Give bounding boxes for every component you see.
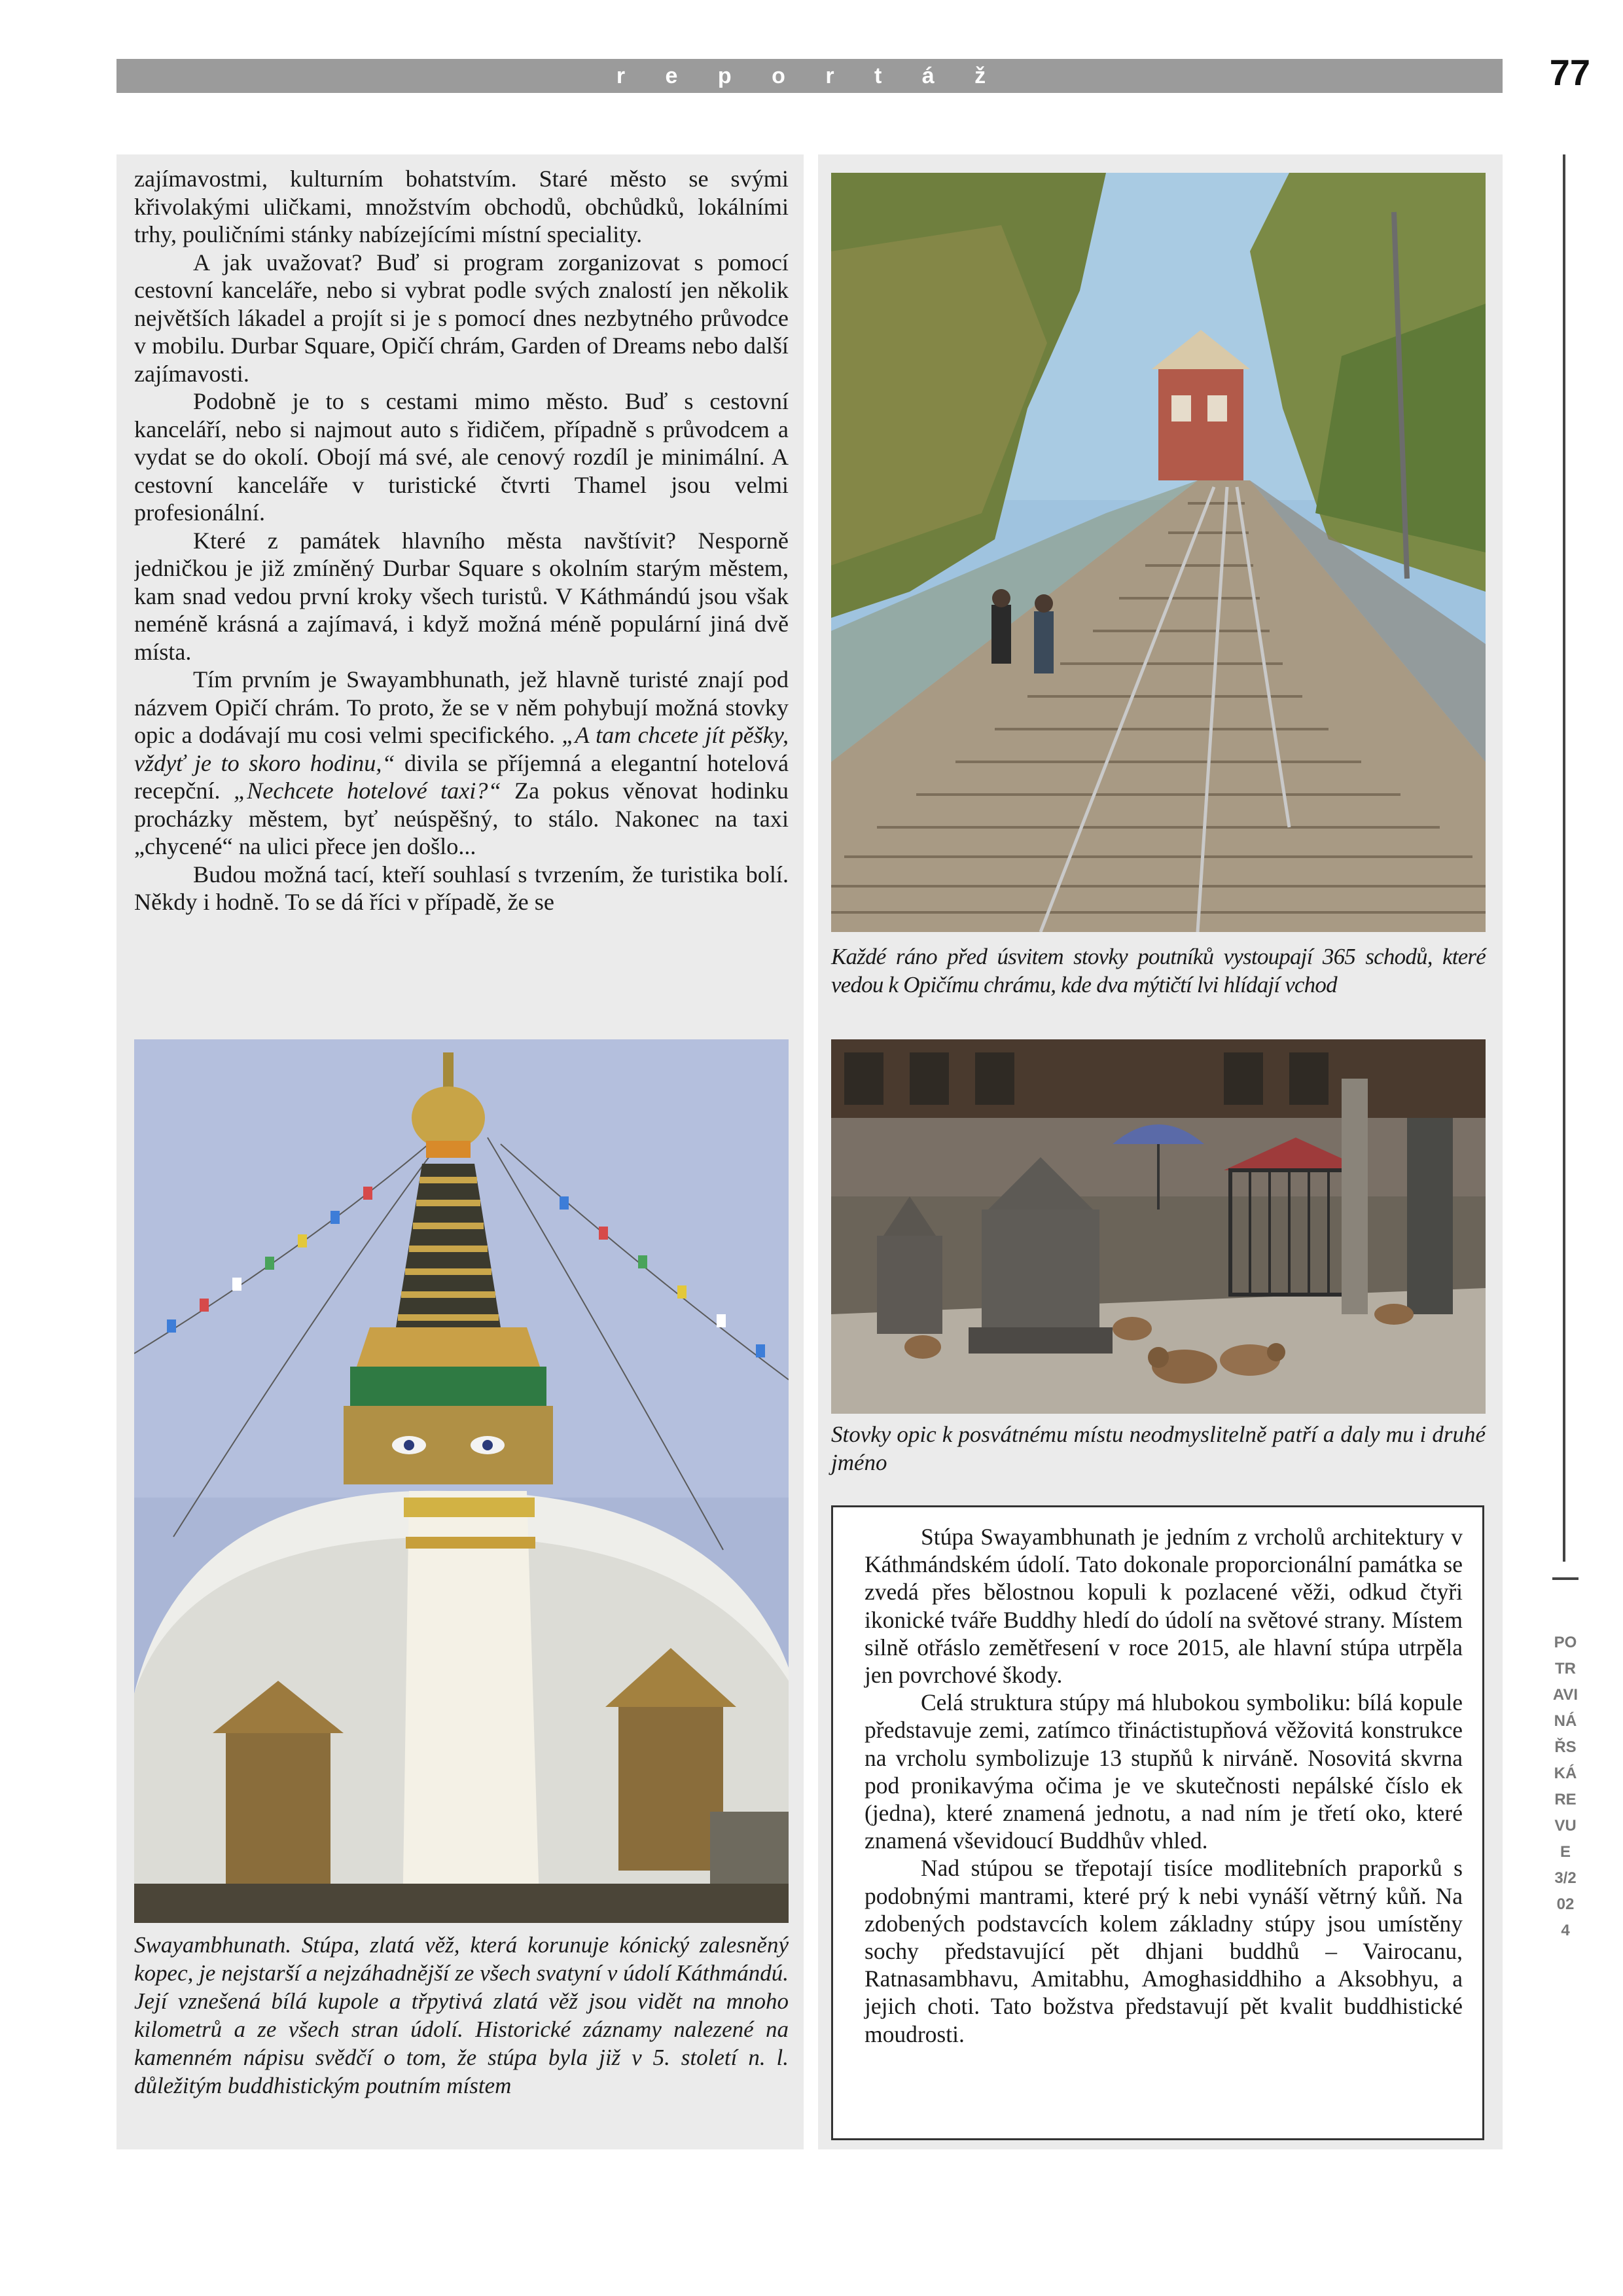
section-header-bar [116, 59, 1503, 93]
quote-taxi: „Nechcete hotelové taxi?“ [234, 778, 501, 804]
info-paragraph: Celá struktura stúpy má hlubokou symboliku: bílá kopule představuje zemi, zatímco třináctistupňová věžovitá konstrukce na vrcholu symbolizuje 13 stupňů k nirváně. Nosovitá skvrna pod pronikavýma očima je ve skutečnosti nepálské číslo ek (jedna), které znamená jednotu, a nad ním je třetí oko, které znamená vševidoucí Buddhův vhled. [865, 1689, 1463, 1854]
article-text: Tím prvním je Swayambhunath, jež hlavně turisté znají pod názvem Opičí chrám. To proto, že se v něm pohybují možná stovky opic a dodávají mu cosi velmi specifického. [134, 666, 789, 748]
stupa-photo [134, 1039, 789, 1923]
side-rule [1563, 154, 1565, 1562]
article-paragraph: A jak uvažovat? Buď si program zorganizovat s pomocí cestovní kanceláře, nebo si vybrat podle svých znalostí jen několik největších lákadel a projít si je s pomocí dnes nezbytného průvodce v mobilu. Durbar Square, Opičí chrám, Garden of Dreams nebo další zajímavosti. [134, 249, 789, 387]
article-paragraph: Budou možná tací, kteří souhlasí s tvrzením, že turistika bolí. Někdy i hodně. To se dá říci v případě, že se [134, 861, 789, 915]
side-rule-tick [1552, 1577, 1578, 1580]
stupa-caption: Swayambhunath. Stúpa, zlatá věž, která korunuje kónický zalesněný kopec, je nejstarší a nejzáhadnější ze všech svatyní v údolí Káthmándú. Její vznešená bílá kupole a třpytivá zlatá věž jsou vidět na mnoho kilometrů a ze všech stran údolí. Historické záznamy nalezené na kamenném nápisu svědčí o tom, že stúpa byla již v 5. století n. l. důležitým buddhistickým poutním místem [134, 1932, 789, 2098]
info-paragraph: Nad stúpou se třepotají tisíce modlitebních praporků s podobnými mantrami, které prý k nebi vynáší větrný kůň. Na zdobených podstavcích kolem základny stúpy jsou umístěny sochy představující pět dhjani buddhů – Vairocanu, Ratnasambhavu, Amitabhu, Amoghasiddhiho a Aksobhyu, a jejich choti. Tato božstva představují pět kvalit buddhistické moudrosti. [865, 1855, 1463, 2047]
info-paragraph: Stúpa Swayambhunath je jedním z vrcholů architektury v Káthmándském údolí. Tato dokonale proporcionální památka se zvedá přes bělostnou kopuli k pozlacené věži, odkud čtyři ikonické tváře Buddhy hledí do údolí na světové strany. Místem silně otřáslo zemětřesení v roce 2015, ale hlavní stúpa utrpěla jen povrchové škody. [865, 1524, 1463, 1689]
stairs-photo [831, 173, 1486, 932]
quote-receptionist: „A tam chcete jít pěšky, vždyť je to skoro hodinu,“ [134, 722, 789, 776]
monkeys-photo [831, 1039, 1486, 1414]
article-text: Za pokus věnovat hodinku procházky městem, byť neúspěšný, to stálo. Nakonec na taxi „chycené“ na ulici přece jen došlo... [134, 778, 789, 859]
stupa-info-box [831, 1505, 1484, 2140]
monkeys-caption: Stovky opic k posvátnému místu neodmyslitelně patří a daly mu i druhé jméno [831, 1422, 1486, 1475]
stairs-caption: Každé ráno před úsvitem stovky poutníků vystoupají 365 schodů, které vedou k Opičímu chrámu, kde dva mýtičtí lvi hlídají vchod [831, 944, 1486, 997]
article-paragraph [134, 666, 789, 861]
article-body [134, 165, 789, 1009]
article-paragraph: Které z památek hlavního města navštívit? Nesporně jedničkou je již zmíněný Durbar Square s okolním starým městem, kam snad vedou první kroky všech turistů. V Káthmándú jsou však neméně krásná a zajímavá, i když možná méně populární jiná dvě místa. [134, 527, 789, 665]
magazine-name-vertical: POTRAVINÁŘSKÁ REVUE 3/2024 [1552, 1634, 1578, 1939]
page-number: 77 [1549, 52, 1590, 93]
article-text: divila se příjemná a elegantní hotelová recepční. [134, 749, 789, 804]
section-label: r e p o r t á ž [616, 63, 1003, 88]
article-paragraph: zajímavostmi, kulturním bohatstvím. Staré město se svými křivolakými uličkami, množstvím obchodů, obchůdků, lokálními trhy, pouličními stánky nabízejícími místní speciality. [134, 166, 789, 247]
article-paragraph: Podobně je to s cestami mimo město. Buď s cestovní kanceláří, nebo si najmout auto s řidičem, případně s průvodcem a vydat se do okolí. Obojí má své, ale cenový rozdíl je minimální. A cestovní kanceláře v turistické čtvrti Thamel jsou velmi profesionální. [134, 388, 789, 526]
